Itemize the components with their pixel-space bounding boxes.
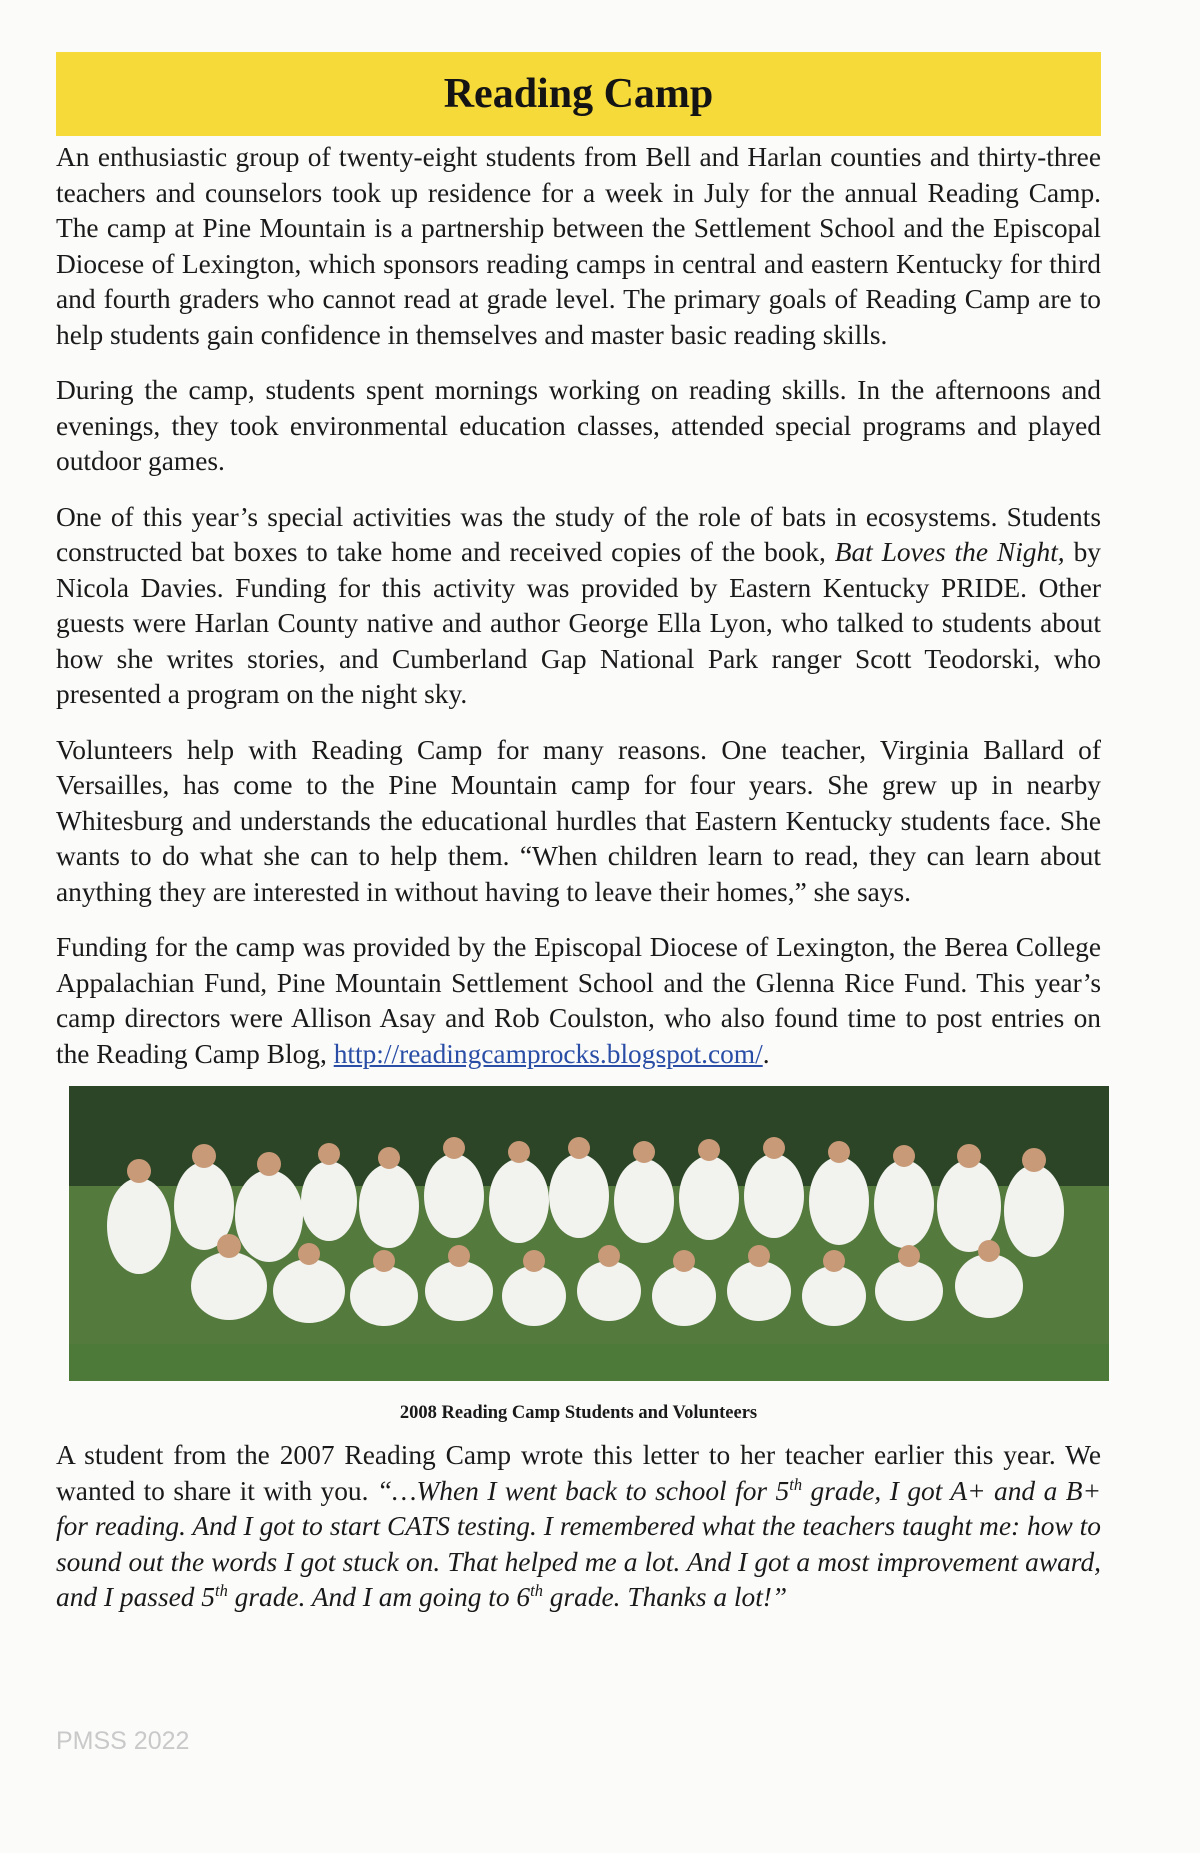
quote-sup-2: th	[215, 1580, 228, 1600]
quote-part-4: grade. Thanks a lot!”	[542, 1582, 788, 1612]
page-title: Reading Camp	[443, 71, 714, 117]
watermark: PMSS 2022	[56, 1727, 190, 1755]
title-banner	[56, 52, 1101, 136]
volunteers-paragraph: Volunteers help with Reading Camp for many reasons. One teacher, Virginia Ballard of Versailles, has come to the Pine Mountain camp for four years. She grew up in nearby Whitesburg and understands the educational hurdles that Eastern Kentucky students face. She wants to do what she can to help them. “When children learn to read, they can learn about anything they are interested in without having to leave their homes,” she says.	[56, 734, 1101, 907]
article	[56, 52, 1101, 1616]
letter-paragraph	[56, 1438, 1101, 1616]
quote-part-2: grade, I got A+ and a B+ for reading. And I got to start CATS testing. I remembered what the teachers taught me: how to sound out the words I got stuck on. That helped me a lot. And I got a most improvement award, and I passed 5	[56, 1475, 1101, 1612]
book-title: Bat Loves the Night,	[834, 537, 1065, 567]
bats-paragraph	[56, 500, 1101, 713]
quote-part-1: “…When I went back to school for 5	[376, 1475, 790, 1506]
blog-link[interactable]: http://readingcamprocks.blogspot.com/	[333, 1038, 763, 1069]
funding-paragraph	[56, 930, 1101, 1072]
quote-sup-1: th	[789, 1474, 803, 1494]
quote-part-3: grade. And I am going to 6	[227, 1582, 531, 1612]
funding-text: Funding for the camp was provided by the Episcopal Diocese of Lexington, the Berea College Appalachian Fund, Pine Mountain Settlement School and the Glenna Rice Fund. This year’s camp directors were Allison Asay and Rob Coulston, who also found time to post entries on the Reading Camp Blog,	[56, 932, 1101, 1069]
bats-text-1: One of this year’s special activities was the study of the role of bats in ecosystems. Students constructed bat boxes to take home and received copies of the book,	[56, 501, 1101, 567]
group-photo-illustration	[69, 1086, 1109, 1381]
intro-paragraph: An enthusiastic group of twenty-eight students from Bell and Harlan counties and thirty-three teachers and counselors took up residence for a week in July for the annual Reading Camp. The camp at Pine Mountain is a partnership between the Settlement School and the Episcopal Diocese of Lexington, which sponsors reading camps in central and eastern Kentucky for third and fourth graders who cannot read at grade level. The primary goals of Reading Camp are to help students gain confidence in themselves and master basic reading skills.	[56, 142, 1101, 350]
bats-text-2: by Nicola Davies. Funding for this activity was provided by Eastern Kentucky PRIDE. Other guests were Harlan County native and author George Ella Lyon, who talked to students about how she writes stories, and Cumberland Gap National Park ranger Scott Teodorski, who presented a program on the night sky.	[56, 537, 1101, 709]
letter-intro: A student from the 2007 Reading Camp wrote this letter to her teacher earlier this year. We wanted to share it with you.	[56, 1440, 1101, 1506]
group-photo	[69, 1086, 1109, 1381]
schedule-paragraph: During the camp, students spent mornings working on reading skills. In the afternoons and evenings, they took environmental education classes, attended special programs and played outdoor games.	[56, 375, 1101, 476]
quote-sup-3: th	[530, 1580, 543, 1600]
photo-caption: 2008 Reading Camp Students and Volunteers	[399, 1403, 758, 1423]
funding-end: .	[762, 1038, 770, 1069]
